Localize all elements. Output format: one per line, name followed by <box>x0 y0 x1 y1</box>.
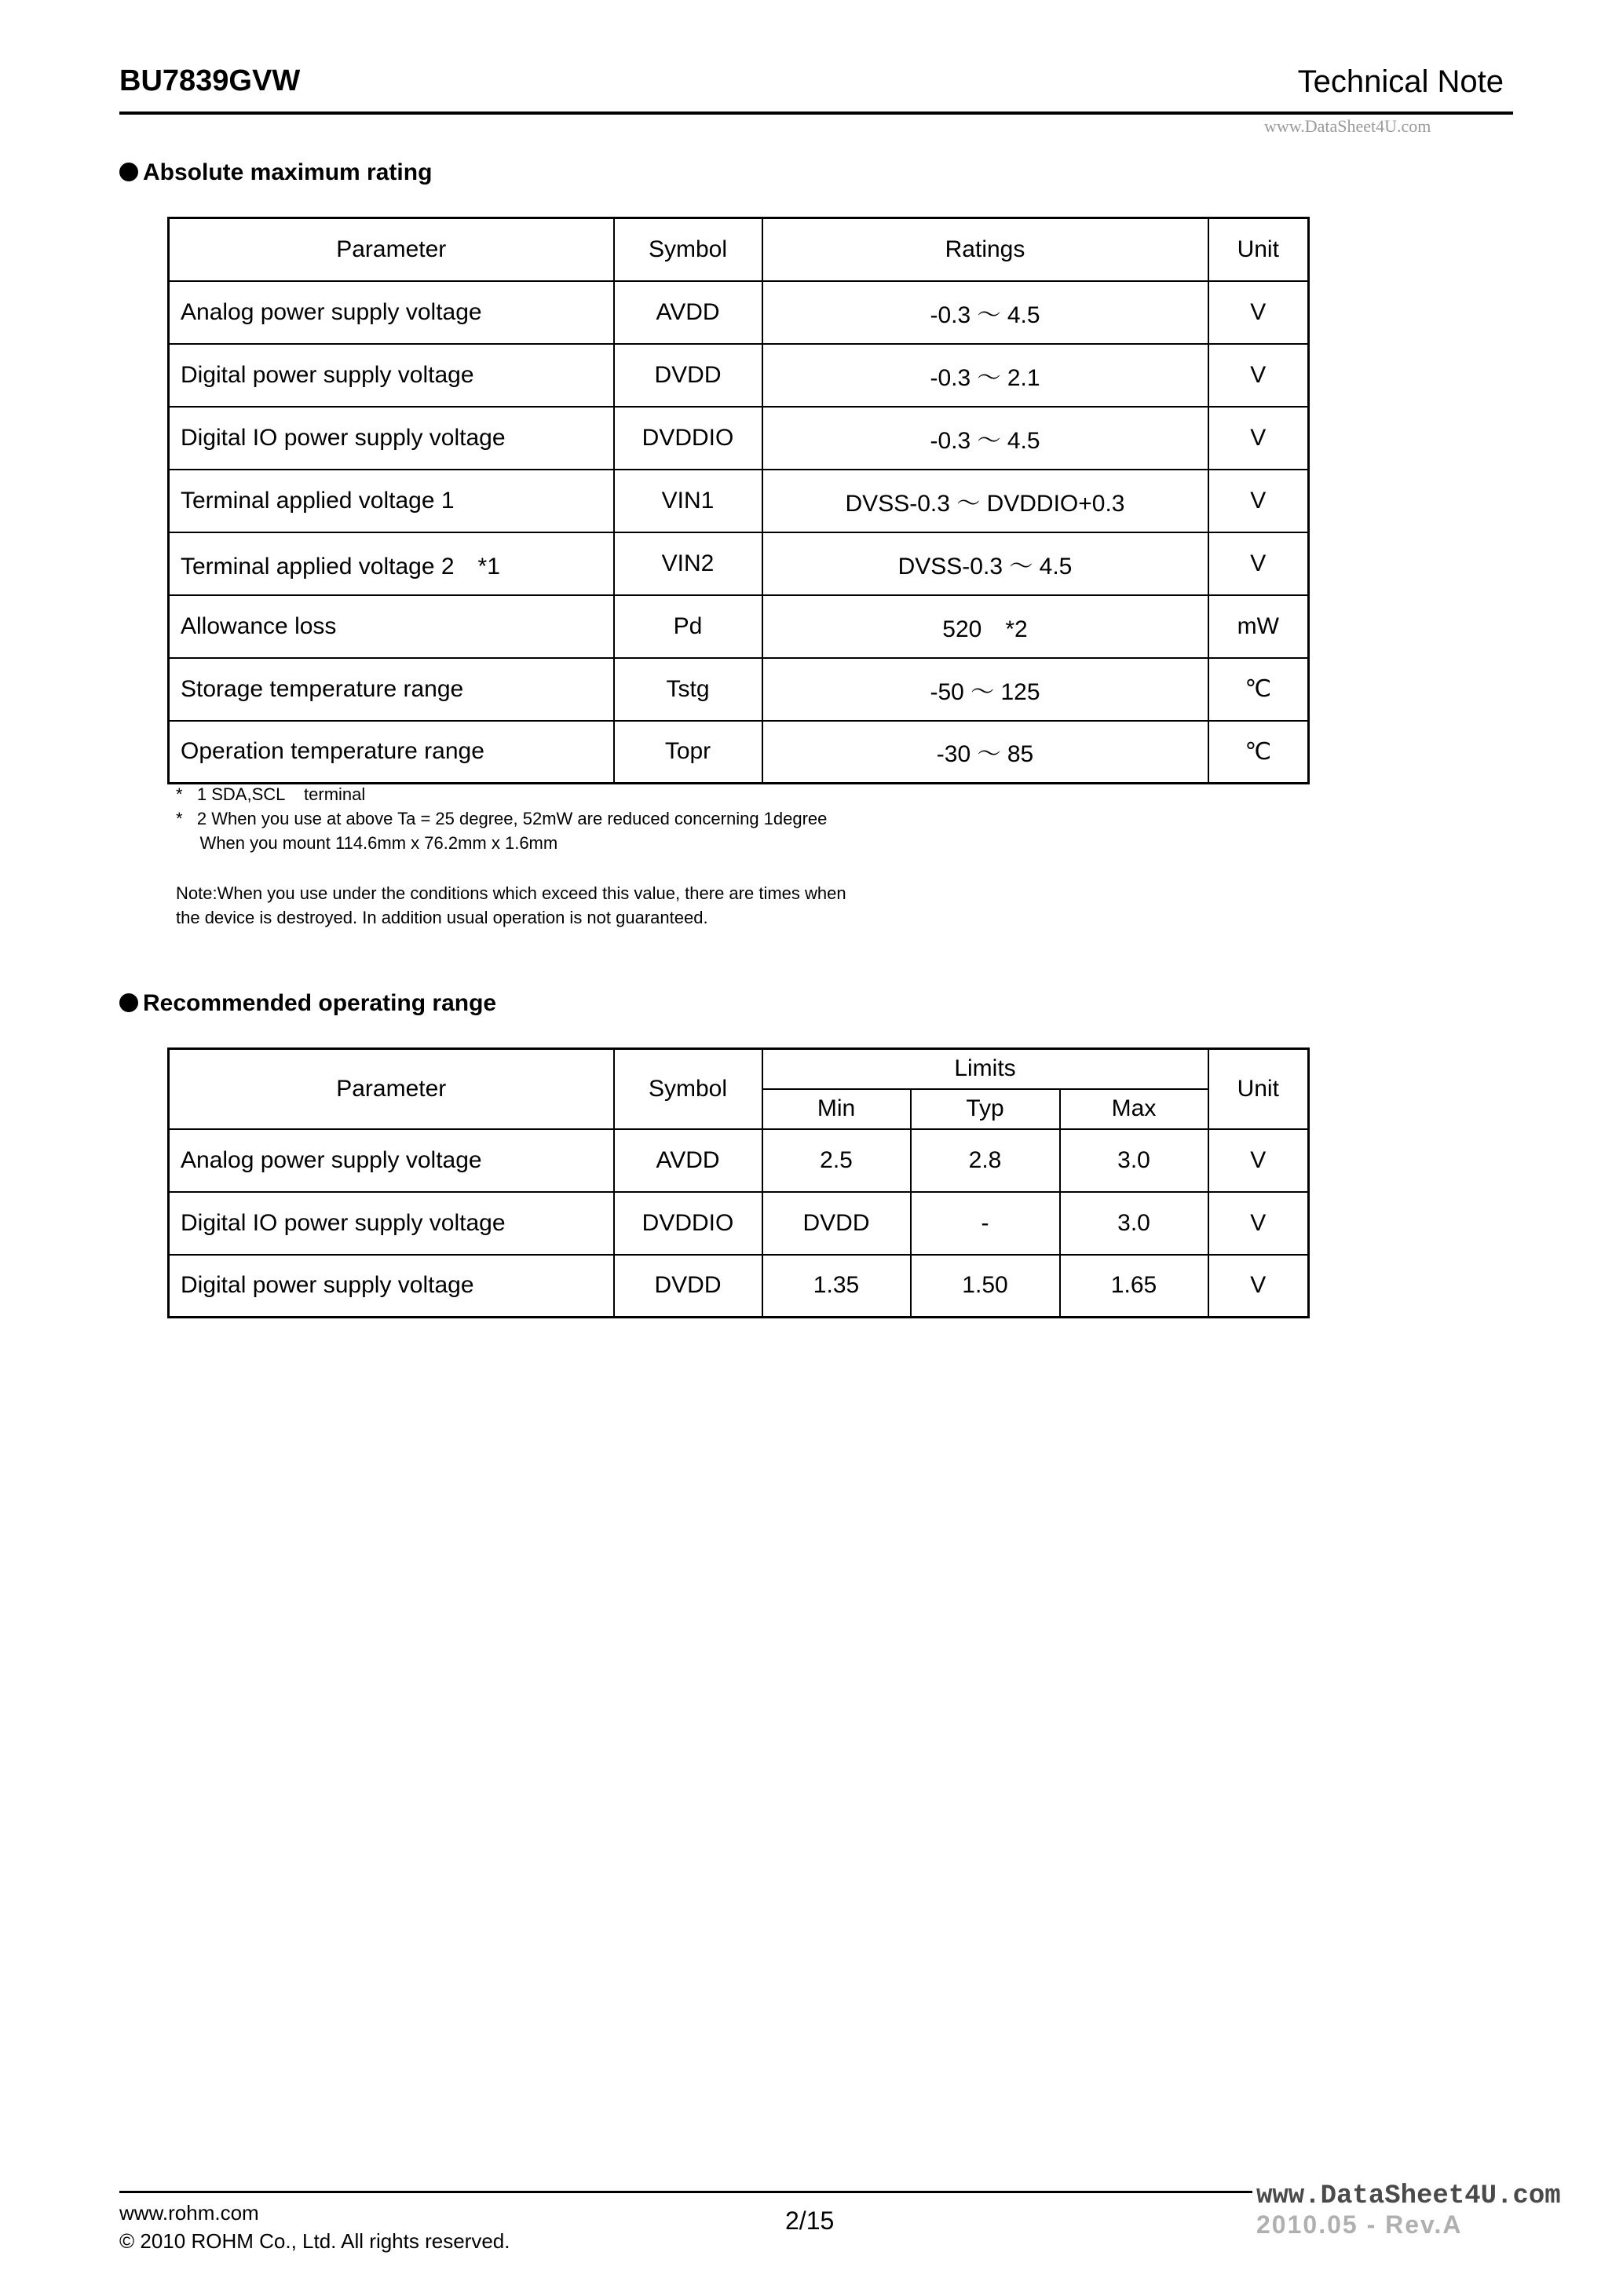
cell-unit: ℃ <box>1208 658 1309 721</box>
table-row <box>169 595 1309 658</box>
cell-ratings: -0.3 ～ 2.1 <box>762 344 1208 407</box>
table-row <box>169 281 1309 344</box>
header-max: Max <box>1060 1089 1208 1129</box>
cell-parameter: Analog power supply voltage <box>169 281 614 344</box>
cell-ratings: -50 ～ 125 <box>762 658 1208 721</box>
footer-url[interactable]: www.rohm.com <box>119 2201 259 2225</box>
cell-ratings: DVSS-0.3 ～ 4.5 <box>762 532 1208 595</box>
cell-ratings: -0.3 ～ 4.5 <box>762 407 1208 470</box>
page-number: 2/15 <box>785 2206 835 2235</box>
cell-parameter: Operation temperature range <box>169 721 614 784</box>
cell-ratings: -0.3 ～ 4.5 <box>762 281 1208 344</box>
cell-parameter: Digital power supply voltage <box>169 1255 614 1318</box>
cell-unit: V <box>1208 470 1309 532</box>
cell-unit: V <box>1208 407 1309 470</box>
caution-note <box>176 881 846 930</box>
cell-ratings: 520 *2 <box>762 595 1208 658</box>
section-title-recommended <box>119 990 496 1017</box>
table-row <box>169 470 1309 532</box>
table-header-row <box>169 1049 1309 1089</box>
cell-symbol: Tstg <box>614 658 762 721</box>
cell-max: 3.0 <box>1060 1129 1208 1192</box>
header-limits: Limits <box>762 1049 1208 1089</box>
cell-unit: V <box>1208 1192 1309 1255</box>
cell-typ: - <box>911 1192 1060 1255</box>
table-row <box>169 532 1309 595</box>
document-type: Technical Note <box>1297 64 1504 99</box>
header-parameter: Parameter <box>169 1049 614 1129</box>
footer-left <box>119 2199 510 2255</box>
footer-copyright: © 2010 ROHM Co., Ltd. All rights reserved. <box>119 2229 510 2253</box>
footnote-2: * 2 When you use at above Ta = 25 degree, 52mW are reduced concerning 1degree <box>176 809 828 828</box>
watermark-top: www.DataSheet4U.com <box>1264 116 1431 136</box>
cell-ratings: DVSS-0.3 ～ DVDDIO+0.3 <box>762 470 1208 532</box>
cell-unit: V <box>1208 281 1309 344</box>
cell-min: DVDD <box>762 1192 911 1255</box>
cell-parameter: Terminal applied voltage 2 *1 <box>169 532 614 595</box>
cell-symbol: Pd <box>614 595 762 658</box>
cell-typ: 1.50 <box>911 1255 1060 1318</box>
cell-parameter: Digital power supply voltage <box>169 344 614 407</box>
section-title-text: Absolute maximum rating <box>143 159 433 185</box>
header-ratings: Ratings <box>762 218 1208 281</box>
header-symbol: Symbol <box>614 1049 762 1129</box>
cell-unit: V <box>1208 344 1309 407</box>
recommended-range-table <box>167 1047 1310 1318</box>
cell-parameter: Analog power supply voltage <box>169 1129 614 1192</box>
note-line-2: the device is destroyed. In addition usual operation is not guaranteed. <box>176 908 708 927</box>
cell-symbol: AVDD <box>614 1129 762 1192</box>
cell-symbol: DVDDIO <box>614 1192 762 1255</box>
cell-unit: V <box>1208 1255 1309 1318</box>
table-row <box>169 1255 1309 1318</box>
cell-parameter: Digital IO power supply voltage <box>169 1192 614 1255</box>
cell-max: 1.65 <box>1060 1255 1208 1318</box>
table-row <box>169 721 1309 784</box>
cell-parameter: Storage temperature range <box>169 658 614 721</box>
header-min: Min <box>762 1089 911 1129</box>
header-typ: Typ <box>911 1089 1060 1129</box>
footnote-2-cont: When you mount 114.6mm x 76.2mm x 1.6mm <box>176 833 558 853</box>
footnotes <box>176 782 827 855</box>
table-row <box>169 344 1309 407</box>
document-title: BU7839GVW <box>119 64 301 97</box>
cell-symbol: AVDD <box>614 281 762 344</box>
absolute-max-table <box>167 217 1310 784</box>
header-symbol: Symbol <box>614 218 762 281</box>
table-row <box>169 1192 1309 1255</box>
cell-symbol: VIN2 <box>614 532 762 595</box>
table-row <box>169 1129 1309 1192</box>
watermark-bottom: www.DataSheet4U.com <box>1256 2181 1561 2211</box>
header-unit: Unit <box>1208 1049 1309 1129</box>
cell-unit: V <box>1208 1129 1309 1192</box>
cell-symbol: DVDD <box>614 344 762 407</box>
cell-symbol: Topr <box>614 721 762 784</box>
cell-min: 1.35 <box>762 1255 911 1318</box>
table-row <box>169 658 1309 721</box>
cell-unit: ℃ <box>1208 721 1309 784</box>
cell-unit: mW <box>1208 595 1309 658</box>
cell-symbol: DVDDIO <box>614 407 762 470</box>
revision: 2010.05 - Rev.A <box>1256 2210 1463 2239</box>
header-parameter: Parameter <box>169 218 614 281</box>
note-line-1: Note:When you use under the conditions which exceed this value, there are times when <box>176 883 846 903</box>
cell-parameter: Allowance loss <box>169 595 614 658</box>
footer-rule <box>119 2191 1252 2193</box>
cell-min: 2.5 <box>762 1129 911 1192</box>
cell-ratings: -30 ～ 85 <box>762 721 1208 784</box>
table-header-row <box>169 218 1309 281</box>
bullet-icon <box>119 163 138 181</box>
section-title-absolute-max <box>119 159 432 186</box>
cell-max: 3.0 <box>1060 1192 1208 1255</box>
header-rule <box>119 112 1513 115</box>
cell-parameter: Digital IO power supply voltage <box>169 407 614 470</box>
cell-typ: 2.8 <box>911 1129 1060 1192</box>
header-unit: Unit <box>1208 218 1309 281</box>
cell-unit: V <box>1208 532 1309 595</box>
footnote-1: * 1 SDA,SCL terminal <box>176 784 366 804</box>
cell-symbol: DVDD <box>614 1255 762 1318</box>
table-row <box>169 407 1309 470</box>
section-title-text: Recommended operating range <box>143 990 497 1016</box>
cell-parameter: Terminal applied voltage 1 <box>169 470 614 532</box>
cell-symbol: VIN1 <box>614 470 762 532</box>
bullet-icon <box>119 993 138 1012</box>
